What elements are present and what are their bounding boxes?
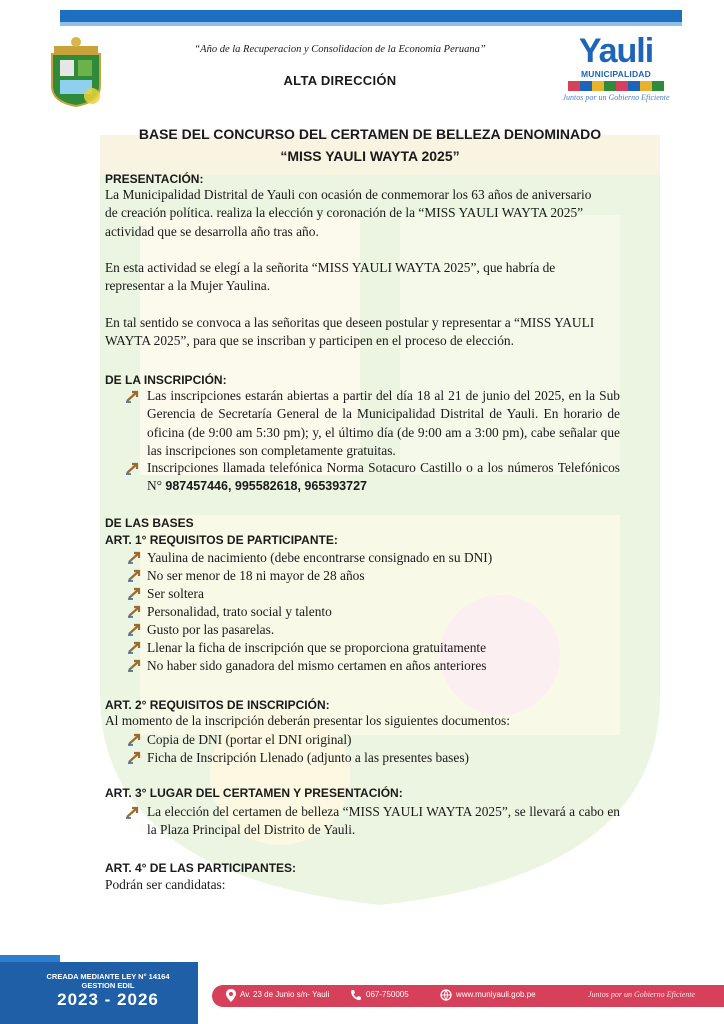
bullet-arrow-icon <box>127 750 143 764</box>
list-item-text: La elección del certamen de belleza “MISS YAULI WAYTA 2025”, se llevará a cabo en la Plaza Principal del Distrito de Yauli. <box>147 804 620 838</box>
paragraph-line: La Municipalidad Distrital de Yauli con ocasión de conmemorar los 63 años de aniversario <box>105 187 592 202</box>
paragraph-line: WAYTA 2025”, para que se inscriban y participen en el proceso de elección. <box>105 333 514 349</box>
phone-icon <box>350 989 362 1001</box>
logo-slogan: Juntos por un Gobierno Eficiente <box>562 93 670 102</box>
list-item <box>127 621 274 639</box>
footer-edil: GESTION EDIL <box>81 981 135 990</box>
footer-slogan: Juntos por un Gobierno Eficiente <box>588 990 696 999</box>
list-item <box>127 459 620 496</box>
bullet-arrow-icon <box>127 658 143 672</box>
footer-years: 2023 - 2026 <box>57 990 159 1009</box>
logo-name: Yauli <box>578 32 654 70</box>
paragraph-line: En tal sentido se convoca a las señoritas que deseen postular y representar a “MISS YAULI <box>105 315 595 330</box>
section-heading-presentacion: PRESENTACIÓN: <box>105 172 204 186</box>
municipality-logo <box>558 34 674 108</box>
list-item <box>127 603 332 621</box>
list-item-text: Inscripciones llamada telefónica Norma Sotacuro Castillo o a los números Telefónicos N° <box>147 460 620 494</box>
article-heading-3: ART. 3° LUGAR DEL CERTAMEN Y PRESENTACIÓN: <box>105 786 403 800</box>
bullet-arrow-icon <box>125 805 141 819</box>
list-item <box>127 749 469 767</box>
article-heading-4: ART. 4° DE LAS PARTICIPANTES: <box>105 861 297 875</box>
paragraph-line: representar a la Mujer Yaulina. <box>105 278 271 294</box>
paragraph-line: En esta actividad se elegí a la señorita “MISS YAULI WAYTA 2025”, que habría de <box>105 260 556 275</box>
article-heading-1: ART. 1° REQUISITOS DE PARTICIPANTE: <box>105 533 338 547</box>
logo-subtitle: MUNICIPALIDAD <box>581 69 651 79</box>
list-item <box>127 803 620 840</box>
section-heading-bases: DE LAS BASES <box>105 516 194 530</box>
header-stripe-light <box>60 22 682 26</box>
bullet-arrow-icon <box>127 622 143 636</box>
location-pin-icon <box>226 989 236 1002</box>
list-item <box>127 387 620 461</box>
footer-law: CREADA MEDIANTE LEY N° 14164 <box>46 972 170 981</box>
list-item-text: Ficha de Inscripción Llenado (adjunto a las presentes bases) <box>147 750 470 765</box>
list-item-text: Las inscripciones estarán abiertas a partir del día 18 al 21 de junio del 2025, en la Sub Gerencia de Secretaría General de la Municipalidad Distrital de Yauli. En horario de oficina (de 9:00 am 5:30 pm); y, el último día (de 9:00 am a 3:00 pm), cabe señalar que las inscripciones son completamente gratuitas. <box>147 388 620 459</box>
list-item <box>127 657 486 675</box>
bullet-arrow-icon <box>127 640 143 654</box>
section-heading-inscripcion: DE LA INSCRIPCIÓN: <box>105 373 227 387</box>
logo-pattern-band <box>568 81 664 91</box>
list-item <box>127 639 486 657</box>
document-title-line1: BASE DEL CONCURSO DEL CERTAMEN DE BELLEZA DENOMINADO <box>138 126 602 142</box>
bullet-arrow-icon <box>127 568 143 582</box>
list-item-text: Yaulina de nacimiento (debe encontrarse consignado en su DNI) <box>147 550 493 565</box>
footer-phone: 067-750005 <box>366 990 409 999</box>
footer-website[interactable]: www.muniyauli.gob.pe <box>456 990 536 999</box>
list-item-text: No ser menor de 18 ni mayor de 28 años <box>147 568 365 583</box>
footer-address: Av. 23 de Junio s/n- Yauli <box>240 990 330 999</box>
web-icon <box>440 989 452 1001</box>
phone-numbers: 987457446, 995582618, 965393727 <box>165 479 367 494</box>
document-title-line2: “MISS YAULI WAYTA 2025” <box>280 148 460 164</box>
paragraph-presentacion-1 <box>105 186 620 241</box>
list-item-text: Gusto por las pasarelas. <box>147 622 275 637</box>
paragraph-line: actividad que se desarrolla año tras año. <box>105 223 319 239</box>
paragraph-presentacion-3 <box>105 314 620 351</box>
bullet-arrow-icon <box>127 604 143 618</box>
article-2-intro: Al momento de la inscripción deberán presentar los siguientes documentos: <box>105 713 510 728</box>
bullet-arrow-icon <box>125 461 141 475</box>
list-item <box>127 567 365 585</box>
list-item <box>127 731 352 749</box>
bullet-arrow-icon <box>127 586 143 600</box>
list-item <box>127 549 492 567</box>
article-heading-2: ART. 2° REQUISITOS DE INSCRIPCIÓN: <box>105 698 330 712</box>
bullet-arrow-icon <box>127 550 143 564</box>
article-4-intro: Podrán ser candidatas: <box>105 877 226 892</box>
municipal-crest-icon <box>48 36 104 108</box>
list-item <box>127 585 204 603</box>
bullet-arrow-icon <box>125 389 141 403</box>
list-item-text: No haber sido ganadora del mismo certamen en años anteriores <box>147 658 487 673</box>
paragraph-presentacion-2 <box>105 259 620 296</box>
bullet-arrow-icon <box>127 732 143 746</box>
year-motto: “Año de la Recuperacion y Consolidacion de la Economia Peruana” <box>194 44 486 55</box>
list-item-text: Personalidad, trato social y talento <box>147 604 332 619</box>
list-item-text: Llenar la ficha de inscripción que se proporciona gratuitamente <box>147 640 487 655</box>
list-item-text: Ser soltera <box>147 586 204 601</box>
paragraph-line: de creación política. realiza la elección y coronación de la “MISS YAULI WAYTA 2025” <box>105 205 584 221</box>
list-item-text: Copia de DNI (portar el DNI original) <box>147 732 352 747</box>
office-name: ALTA DIRECCIÓN <box>283 73 397 88</box>
header-stripe <box>60 10 682 22</box>
